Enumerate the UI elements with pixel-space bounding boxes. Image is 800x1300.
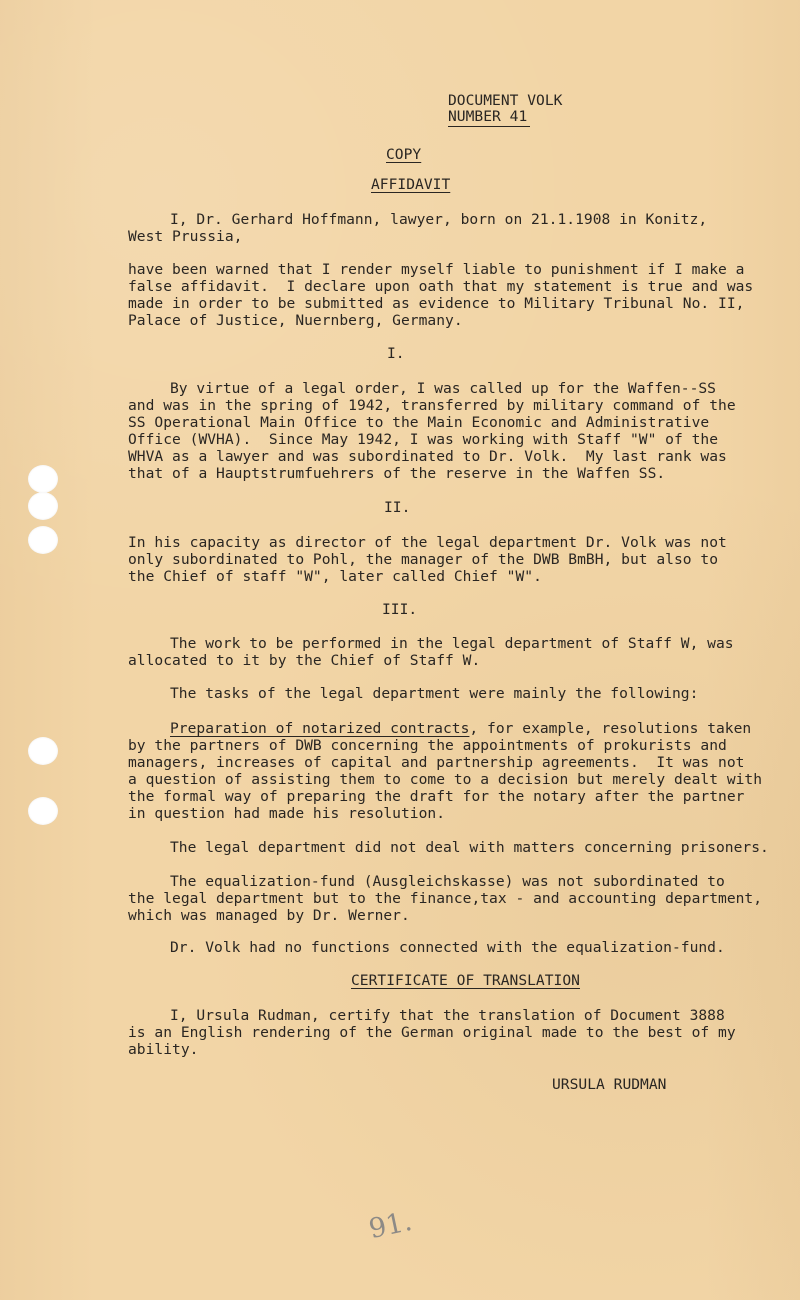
document-number-underline [448, 126, 530, 127]
certificate-line-2: is an English rendering of the German original made to the best of my [128, 1024, 736, 1041]
section-3-numeral: III. [382, 601, 418, 618]
certificate-line-1: I, Ursula Rudman, certify that the translation of Document 3888 [170, 1007, 725, 1024]
section-3-paragraph-2-line-1: The tasks of the legal department were mainly the following: [170, 685, 699, 702]
section-3-paragraph-5-line-2: the legal department but to the finance,tax - and accounting department, [128, 890, 763, 907]
copy-heading: COPY [386, 146, 422, 163]
punch-hole-4 [28, 737, 58, 765]
punch-hole-2 [28, 492, 58, 520]
warning-line-2: false affidavit. I declare upon oath that my statement is true and was [128, 278, 754, 295]
certificate-line-3: ability. [128, 1041, 199, 1058]
punch-hole-3 [28, 526, 58, 554]
section-1-line-5: WHVA as a lawyer and was subordinated to Dr. Volk. My last rank was [128, 448, 727, 465]
section-1-line-4: Office (WVHA). Since May 1942, I was working with Staff "W" of the [128, 431, 719, 448]
section-3-paragraph-6-line-1: Dr. Volk had no functions connected with the equalization-fund. [170, 939, 725, 956]
section-1-line-1: By virtue of a legal order, I was called up for the Waffen--SS [170, 380, 716, 397]
section-3-paragraph-5-line-3: which was managed by Dr. Werner. [128, 907, 410, 924]
document-number-line-1: DOCUMENT VOLK [448, 92, 563, 109]
section-3-paragraph-3-line-5: the formal way of preparing the draft for the notary after the partner [128, 788, 745, 805]
punch-hole-1 [28, 465, 58, 493]
section-1-numeral: I. [387, 345, 405, 362]
warning-line-3: made in order to be submitted as evidence to Military Tribunal No. II, [128, 295, 745, 312]
warning-line-1: have been warned that I render myself liable to punishment if I make a [128, 261, 745, 278]
page-mark: 91. [366, 1205, 415, 1246]
section-2-line-1: In his capacity as director of the legal department Dr. Volk was not [128, 534, 727, 551]
section-3-paragraph-3-line-1 [170, 721, 751, 737]
section-3-paragraph-3-line-4: a question of assisting them to come to a decision but merely dealt with [128, 771, 763, 788]
translator-signature: URSULA RUDMAN [552, 1076, 667, 1093]
intro-line-1: I, Dr. Gerhard Hoffmann, lawyer, born on 21.1.1908 in Konitz, [170, 211, 708, 228]
section-2-numeral: II. [384, 499, 411, 516]
section-1-line-2: and was in the spring of 1942, transferred by military command of the [128, 397, 736, 414]
warning-line-4: Palace of Justice, Nuernberg, Germany. [128, 312, 463, 329]
section-3-paragraph-5-line-1: The equalization-fund (Ausgleichskasse) was not subordinated to [170, 873, 725, 890]
section-3-paragraph-1-line-1: The work to be performed in the legal department of Staff W, was [170, 635, 734, 652]
certificate-heading: CERTIFICATE OF TRANSLATION [351, 972, 580, 989]
section-3-paragraph-3-line-3: managers, increases of capital and partnership agreements. It was not [128, 754, 745, 771]
affidavit-heading: AFFIDAVIT [371, 176, 451, 193]
section-1-line-6: that of a Hauptstrumfuehrers of the reserve in the Waffen SS. [128, 465, 666, 482]
punch-hole-5 [28, 797, 58, 825]
preparation-notarized-contracts-heading: Preparation of notarized contracts [170, 720, 470, 737]
section-3-paragraph-4-line-1: The legal department did not deal with matters concerning prisoners. [170, 839, 769, 856]
section-3-paragraph-3-line-1-suffix: , for example, resolutions taken [469, 720, 752, 737]
intro-line-2: West Prussia, [128, 228, 243, 245]
section-1-line-3: SS Operational Main Office to the Main Economic and Administrative [128, 414, 710, 431]
section-3-paragraph-3-line-2: by the partners of DWB concerning the appointments of prokurists and [128, 737, 727, 754]
section-3-paragraph-3-line-6: in question had made his resolution. [128, 805, 446, 822]
section-3-paragraph-1-line-2: allocated to it by the Chief of Staff W. [128, 652, 481, 669]
section-2-line-3: the Chief of staff "W", later called Chief "W". [128, 568, 542, 585]
document-number-line-2: NUMBER 41 [448, 108, 528, 125]
section-2-line-2: only subordinated to Pohl, the manager of the DWB BmBH, but also to [128, 551, 719, 568]
